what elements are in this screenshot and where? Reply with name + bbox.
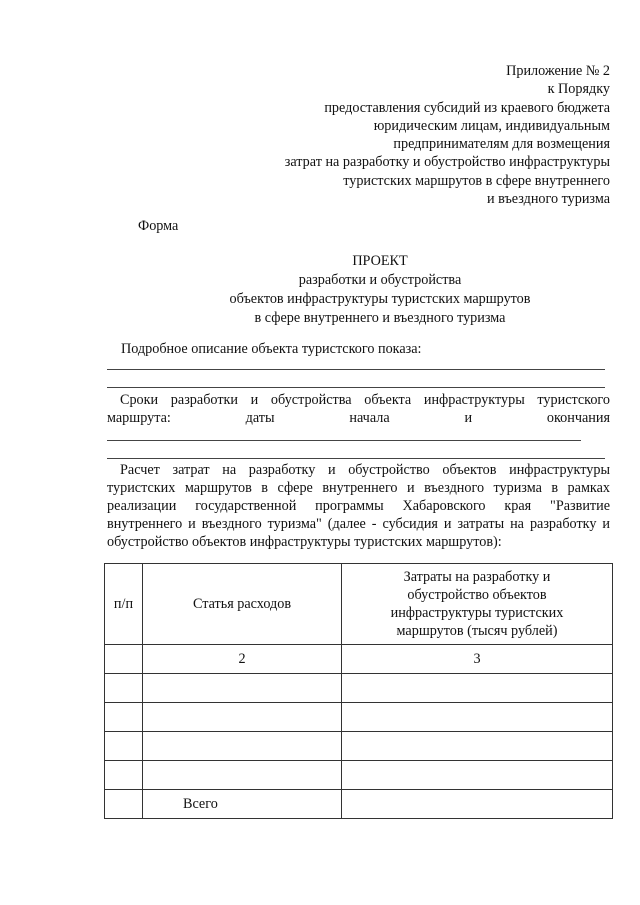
document-title [170, 252, 590, 328]
table-cell [105, 790, 143, 819]
table-cell [143, 703, 342, 732]
terms-block [107, 391, 610, 427]
table-cell [342, 703, 613, 732]
table-cell [105, 761, 143, 790]
table-total-row [105, 790, 613, 819]
header-num: п/п [105, 564, 143, 645]
table-cell [105, 645, 143, 674]
title-line: объектов инфраструктуры туристских маршрутов [229, 291, 531, 307]
title-heading: ПРОЕКТ [352, 253, 408, 269]
table-cell [105, 674, 143, 703]
table-cell [105, 703, 143, 732]
description-fill-line-1 [107, 369, 605, 370]
table-row [105, 674, 613, 703]
table-row [105, 761, 613, 790]
terms-word: окончания [546, 410, 610, 426]
terms-word: даты [245, 410, 275, 426]
table-numbering-row [105, 645, 613, 674]
terms-word: начала [349, 410, 390, 426]
terms-word: и [464, 410, 473, 426]
title-line: разработки и обустройства [298, 272, 462, 288]
table-header-row [105, 564, 613, 645]
header-item: Статья расходов [143, 564, 342, 645]
header-costs: Затраты на разработку и обустройство объектов инфраструктуры туристских маршрутов (тысяч рублей) [342, 564, 613, 645]
annex-line: предпринимателям для возмещения [393, 136, 610, 153]
table-cell [105, 732, 143, 761]
annex-line: предоставления субсидий из краевого бюджета [324, 99, 610, 116]
annex-line: и въездного туризма [486, 191, 610, 208]
total-label: Всего [143, 790, 342, 819]
terms-line-1: Сроки разработки и обустройства объекта инфраструктуры туристского [120, 392, 610, 408]
terms-fill-line-1 [107, 440, 581, 441]
table-cell: 2 [143, 645, 342, 674]
annex-line: туристских маршрутов в сфере внутреннего [343, 172, 610, 189]
annex-line: юридическим лицам, индивидуальным [373, 117, 610, 134]
table-cell [143, 761, 342, 790]
table-row [105, 732, 613, 761]
calc-paragraph: Расчет затрат на разработку и обустройство объектов инфраструктуры туристских маршрутов в сфере внутреннего и въездного туризма в рамках реализации государственной программы Хабаровского края "Развитие внутреннего и въездного туризма" (далее - субсидия и затраты на разработку и обустройство объектов инфраструктуры туристских маршрутов): [107, 462, 610, 550]
costs-table [104, 563, 613, 819]
form-label: Форма [138, 218, 179, 234]
annex-block [240, 62, 610, 208]
table-cell [342, 761, 613, 790]
terms-fill-line-2 [107, 458, 605, 459]
annex-line: к Порядку [547, 81, 610, 98]
annex-line: затрат на разработку и обустройство инфраструктуры [284, 154, 610, 171]
terms-line-2 [107, 409, 610, 427]
table-cell [143, 674, 342, 703]
table-cell [342, 674, 613, 703]
description-label: Подробное описание объекта туристского показа: [121, 341, 422, 357]
table-cell [143, 732, 342, 761]
table-row [105, 703, 613, 732]
terms-word: маршрута: [107, 410, 171, 426]
table-cell [342, 732, 613, 761]
table-cell [342, 790, 613, 819]
description-fill-line-2 [107, 387, 605, 388]
table-cell: 3 [342, 645, 613, 674]
title-line: в сфере внутреннего и въездного туризма [254, 310, 506, 326]
annex-line: Приложение № 2 [506, 63, 610, 79]
